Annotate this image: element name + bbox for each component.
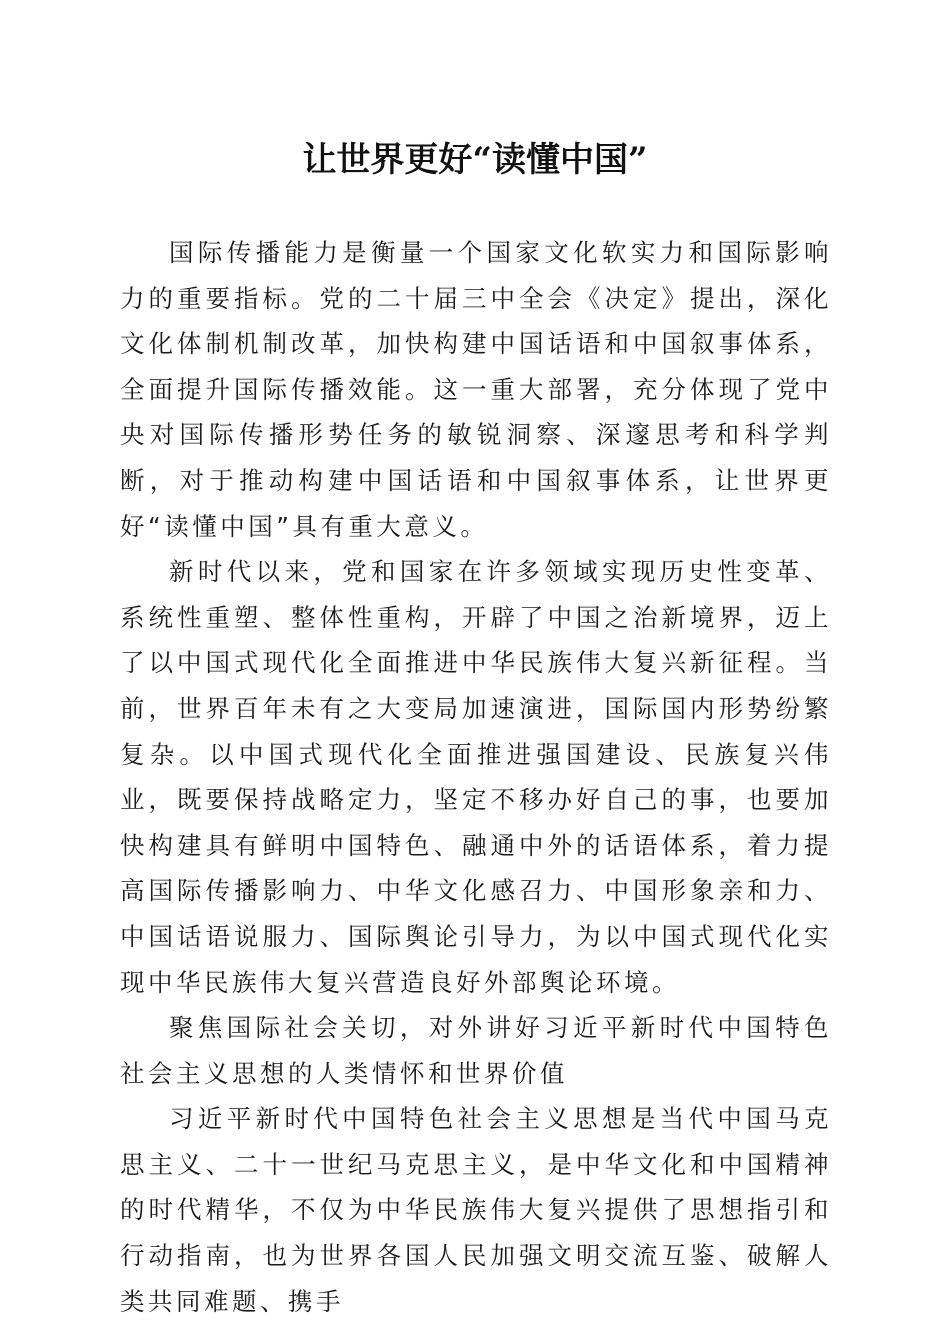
section-heading: 聚焦国际社会关切，对外讲好习近平新时代中国特色社会主义思想的人类情怀和世界价值 xyxy=(120,1013,832,1088)
paragraph-2: 新时代以来，党和国家在许多领域实现历史性变革、系统性重塑、整体性重构，开辟了中国之治新境界，迈上了以中国式现代化全面推进中华民族伟大复兴新征程。当前，世界百年未有之大变局加速演进，国际国内形势纷繁复杂。以中国式现代化全面推进强国建设、民族复兴伟业，既要保持战略定力，坚定不移办好自己的事，也要加快构建具有鲜明中国特色、融通中外的话语体系，着力提高国际传播影响力、中华文化感召力、中国形象亲和力、中国话语说服力、国际舆论引导力，为以中国式现代化实现中华民族伟大复兴营造良好外部舆论环境。 xyxy=(120,557,832,997)
paragraph-1: 国际传播能力是衡量一个国家文化软实力和国际影响力的重要指标。党的二十届三中全会《决定》提出，深化文化体制机制改革，加快构建中国话语和中国叙事体系，全面提升国际传播效能。这一重大部署，充分体现了党中央对国际传播形势任务的敏锐洞察、深邃思考和科学判断，对于推动构建中国话语和中国叙事体系，让世界更好“读懂中国”具有重大意义。 xyxy=(120,238,832,541)
page-title: 让世界更好“读懂中国” xyxy=(302,140,648,180)
paragraph-3: 习近平新时代中国特色社会主义思想是当代中国马克思主义、二十一世纪马克思主义，是中华文化和中国精神的时代精华，不仅为中华民族伟大复兴提供了思想指引和行动指南，也为世界各国人民加强文明交流互鉴、破解人类共同难题、携手 xyxy=(120,1104,832,1316)
article-body xyxy=(120,230,832,1324)
